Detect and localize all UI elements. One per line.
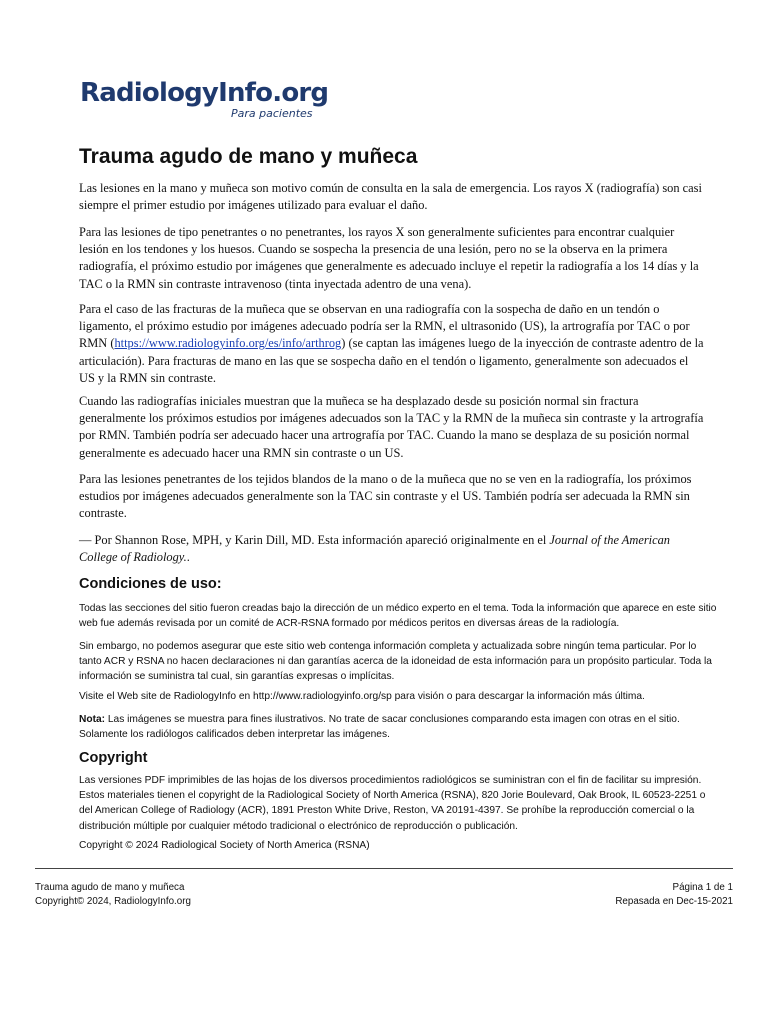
paragraph-penetrating: Para las lesiones de tipo penetrantes o no penetrantes, los rayos X son generalmente suficientes para encontrar cualquier lesión en los tendones y los huesos. Cuando se sospecha la presencia de una lesión, pero no se la observa en la primera radiografía, el próximo estudio por imágenes que generalmente es adecuado incluye el repetir la radiografía a los 14 días y la TAC o la RMN sin contraste intravenoso (tinta inyectada adentro de una vena). bbox=[79, 225, 699, 291]
footer-left bbox=[35, 881, 191, 908]
copyright-notice: Copyright © 2024 Radiological Society of North America (RSNA) bbox=[79, 840, 370, 851]
copyright-text: Las versiones PDF imprimibles de las hojas de los diversos procedimientos radiológicos se suministran con el fin de facilitar su impresión. Estos materiales tienen el copyright de la Radiological Society of North America (RSNA), 820 Jorie Boulevard, Oak Brook, IL 60523-2251 o del American College of Radiology (ACR), 1891 Preston White Drive, Reston, VA 20191-4397. Se prohíbe la reproducción comercial o la distribución múltiple por cualquier método tradicional o electrónico de reproducción o publicación. bbox=[79, 775, 706, 832]
footer-copyright: Copyright© 2024, RadiologyInfo.org bbox=[35, 895, 191, 907]
conditions-text-2: Sin embargo, no podemos asegurar que este sitio web contenga información completa y actualizada sobre ningún tema particular. Por lo tanto ACR y RSNA no hacen declaraciones ni dan garantías acerca de la idoneidad de esta información para un propósito particular. Toda la información se suministra tal cual, sin garantías expresas o implícitas. bbox=[79, 641, 712, 683]
journal-name: Journal of the American College of Radiology. bbox=[79, 533, 670, 565]
review-date: Repasada en Dec-15-2021 bbox=[615, 895, 733, 907]
paragraph-soft-tissue: Para las lesiones penetrantes de los tejidos blandos de la mano o de la muñeca que no se ven en la radiografía, los próximos estudios por imágenes adecuados generalmente son la TAC sin contraste y el US. También podría ser adecuada la RMN sin contraste. bbox=[79, 472, 692, 521]
logo-wordmark: RadiologyInfo.org bbox=[80, 78, 329, 108]
paragraph-text: Para el caso de las fracturas de la muñeca que se observan en una radiografía con la sospecha de daño en un tendón o ligamento, el próximo estudio por imágenes adecuado podría ser la RMN, el ultrasonido (US), la artrografía por TAC o por RMN ( bbox=[79, 302, 690, 351]
conditions-text-3: Visite el Web site de RadiologyInfo en http://www.radiologyinfo.org/sp para visión o para descargar la información más última. bbox=[79, 691, 645, 702]
copyright-heading: Copyright bbox=[79, 750, 148, 766]
logo-tagline: Para pacientes bbox=[231, 107, 313, 120]
page-title: Trauma agudo de mano y muñeca bbox=[79, 145, 418, 168]
paragraph-intro: Las lesiones en la mano y muñeca son motivo común de consulta en la sala de emergencia. Los rayos X (radiografía) son casi siempre el primer estudio por imágenes utilizado para evaluar el daño. bbox=[79, 181, 702, 213]
conditions-heading: Condiciones de uso: bbox=[79, 576, 222, 592]
footer-right bbox=[615, 881, 733, 908]
page-number: Página 1 de 1 bbox=[672, 882, 733, 893]
site-logo bbox=[80, 78, 329, 128]
note-text: Las imágenes se muestra para fines ilustrativos. No trate de sacar conclusiones comparando esta imagen con otras en el sitio. Solamente los radiólogos calificados deben interpretar las imágenes. bbox=[79, 714, 680, 741]
attribution-end: . bbox=[186, 550, 190, 565]
note-label: Nota: bbox=[79, 714, 106, 725]
note bbox=[79, 712, 719, 742]
arthrog-link[interactable]: https://www.radiologyinfo.org/es/info/arthrog bbox=[114, 336, 342, 351]
conditions-text-1: Todas las secciones del sitio fueron creadas bajo la dirección de un médico experto en el tema. Toda la información que aparece en este sitio web fue además revisada por un comité de ACR-RSNA formado por médicos peritos en diversas áreas de la radiología. bbox=[79, 603, 717, 630]
paragraph-wrist-fractures bbox=[79, 301, 704, 387]
footer-doc-title: Trauma agudo de mano y muñeca bbox=[35, 882, 185, 893]
footer-divider bbox=[35, 868, 733, 869]
attribution-text: — Por Shannon Rose, MPH, y Karin Dill, MD. Esta información apareció originalmente en el bbox=[79, 533, 550, 547]
attribution bbox=[79, 532, 704, 566]
paragraph-text: ) (se captan las imágenes luego de la inyección de contraste adentro de la articulación). Para fracturas de mano en las que se sospecha daño en el tendón o ligamento, generalmente son adecuados el US y la RMN sin contraste. bbox=[79, 336, 704, 385]
paragraph-displaced: Cuando las radiografías iniciales muestran que la muñeca se ha desplazado desde su posición normal sin fractura generalmente los próximos estudios por imágenes adecuados son la TAC y la RMN de la muñeca sin contraste y la artrografía por RMN. También podría ser adecuado hacer una artrografía por TAC. Cuando la mano se desplaza de su posición normal generalmente es adecuado hacer una RMN sin contraste o un US. bbox=[79, 394, 704, 460]
